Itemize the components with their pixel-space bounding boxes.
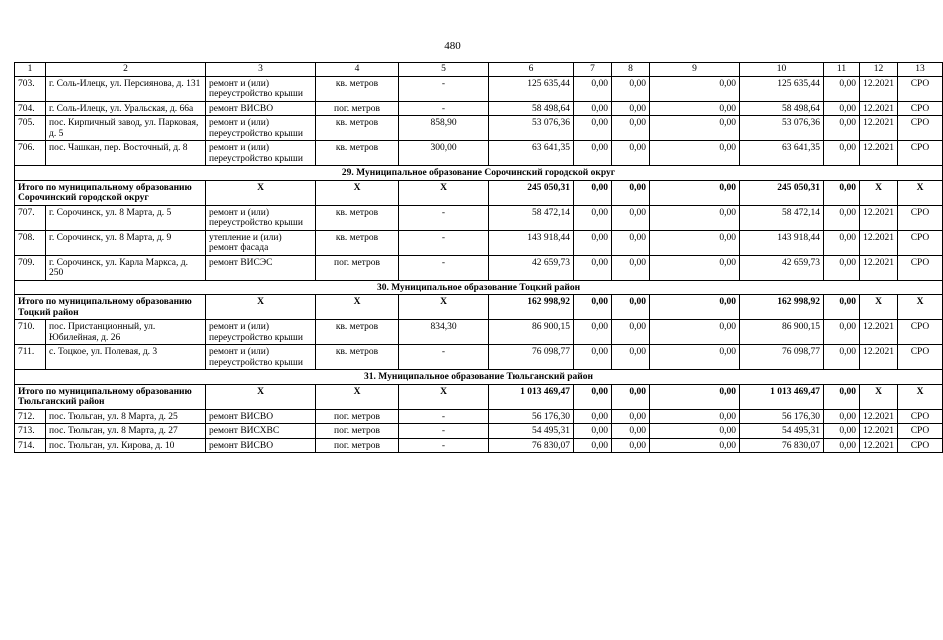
total-cost-cell: 245 050,31	[489, 180, 574, 205]
other-funds-cell: 0,00	[824, 409, 860, 424]
row-number-cell: 714.	[15, 438, 46, 453]
other-funds-cell: 0,00	[824, 141, 860, 166]
owners-funds-cell: 125 635,44	[740, 76, 824, 101]
method-cell: СРО	[898, 345, 943, 370]
work-type-cell: Х	[206, 295, 316, 320]
area-cell: -	[399, 230, 489, 255]
row-number-cell: 708.	[15, 230, 46, 255]
owners-funds-cell: 54 495,31	[740, 424, 824, 439]
section-header-row	[15, 370, 943, 385]
fund-cell: 0,00	[650, 230, 740, 255]
fund-cell: 0,00	[574, 180, 612, 205]
page-number: 480	[444, 40, 461, 52]
work-type-cell: ремонт и (или) переустройство крыши	[206, 320, 316, 345]
fund-cell: 0,00	[574, 205, 612, 230]
unit-cell: пог. метров	[316, 409, 399, 424]
fund-cell: 0,00	[612, 295, 650, 320]
method-cell: СРО	[898, 230, 943, 255]
column-number-13: 13	[898, 63, 943, 77]
area-cell: 858,90	[399, 116, 489, 141]
fund-cell: 0,00	[612, 384, 650, 409]
method-cell: СРО	[898, 255, 943, 280]
area-cell: -	[399, 101, 489, 116]
column-number-row	[15, 63, 943, 77]
fund-cell: 0,00	[612, 101, 650, 116]
fund-cell: 0,00	[650, 205, 740, 230]
owners-funds-cell: 1 013 469,47	[740, 384, 824, 409]
row-number-cell: 712.	[15, 409, 46, 424]
work-type-cell: Х	[206, 180, 316, 205]
completion-date-cell: 12.2021	[860, 230, 898, 255]
column-number-8: 8	[612, 63, 650, 77]
column-number-4: 4	[316, 63, 399, 77]
completion-date-cell: 12.2021	[860, 345, 898, 370]
work-type-cell: ремонт и (или) переустройство крыши	[206, 345, 316, 370]
section-title: 31. Муниципальное образование Тюльганский район	[15, 370, 943, 385]
owners-funds-cell: 58 472,14	[740, 205, 824, 230]
other-funds-cell: 0,00	[824, 438, 860, 453]
unit-cell: пог. метров	[316, 101, 399, 116]
area-cell: -	[399, 438, 489, 453]
section-title: 30. Муниципальное образование Тоцкий район	[15, 280, 943, 295]
work-type-cell: ремонт и (или) переустройство крыши	[206, 205, 316, 230]
work-type-cell: ремонт ВИСВО	[206, 438, 316, 453]
total-cost-cell: 56 176,30	[489, 409, 574, 424]
column-number-5: 5	[399, 63, 489, 77]
area-cell: -	[399, 255, 489, 280]
table-row	[15, 141, 943, 166]
work-type-cell: Х	[206, 384, 316, 409]
other-funds-cell: 0,00	[824, 295, 860, 320]
unit-cell: кв. метров	[316, 230, 399, 255]
area-cell: Х	[399, 180, 489, 205]
fund-cell: 0,00	[650, 116, 740, 141]
fund-cell: 0,00	[612, 438, 650, 453]
total-cost-cell: 42 659,73	[489, 255, 574, 280]
row-number-cell: 710.	[15, 320, 46, 345]
table-row	[15, 205, 943, 230]
fund-cell: 0,00	[574, 320, 612, 345]
other-funds-cell: 0,00	[824, 320, 860, 345]
other-funds-cell: 0,00	[824, 345, 860, 370]
method-cell: СРО	[898, 409, 943, 424]
address-cell: пос. Чашкан, пер. Восточный, д. 8	[46, 141, 206, 166]
row-number-cell: 709.	[15, 255, 46, 280]
address-cell: пос. Тюльган, ул. 8 Марта, д. 25	[46, 409, 206, 424]
fund-cell: 0,00	[574, 295, 612, 320]
total-cost-cell: 58 472,14	[489, 205, 574, 230]
total-cost-cell: 162 998,92	[489, 295, 574, 320]
address-cell: пос. Пристанционный, ул. Юбилейная, д. 26	[46, 320, 206, 345]
method-cell: СРО	[898, 205, 943, 230]
fund-cell: 0,00	[650, 76, 740, 101]
completion-date-cell: 12.2021	[860, 116, 898, 141]
unit-cell: кв. метров	[316, 76, 399, 101]
method-cell: СРО	[898, 438, 943, 453]
fund-cell: 0,00	[612, 141, 650, 166]
unit-cell: кв. метров	[316, 320, 399, 345]
table-row	[15, 345, 943, 370]
method-cell: Х	[898, 295, 943, 320]
area-cell: -	[399, 76, 489, 101]
work-type-cell: ремонт ВИСВО	[206, 409, 316, 424]
column-number-1: 1	[15, 63, 46, 77]
total-cost-cell: 143 918,44	[489, 230, 574, 255]
owners-funds-cell: 86 900,15	[740, 320, 824, 345]
area-cell: -	[399, 345, 489, 370]
row-number-cell: 707.	[15, 205, 46, 230]
fund-cell: 0,00	[574, 141, 612, 166]
section-header-row	[15, 166, 943, 181]
completion-date-cell: Х	[860, 384, 898, 409]
unit-cell: кв. метров	[316, 345, 399, 370]
work-type-cell: ремонт и (или) переустройство крыши	[206, 116, 316, 141]
fund-cell: 0,00	[650, 424, 740, 439]
subtotal-row	[15, 384, 943, 409]
fund-cell: 0,00	[650, 345, 740, 370]
method-cell: СРО	[898, 116, 943, 141]
row-number-cell: 703.	[15, 76, 46, 101]
fund-cell: 0,00	[650, 255, 740, 280]
other-funds-cell: 0,00	[824, 230, 860, 255]
method-cell: СРО	[898, 76, 943, 101]
fund-cell: 0,00	[612, 205, 650, 230]
area-cell: 834,30	[399, 320, 489, 345]
completion-date-cell: Х	[860, 180, 898, 205]
work-type-cell: ремонт ВИСВО	[206, 101, 316, 116]
fund-cell: 0,00	[650, 384, 740, 409]
owners-funds-cell: 53 076,36	[740, 116, 824, 141]
table-row	[15, 230, 943, 255]
total-cost-cell: 53 076,36	[489, 116, 574, 141]
area-cell: Х	[399, 295, 489, 320]
column-number-6: 6	[489, 63, 574, 77]
unit-cell: пог. метров	[316, 424, 399, 439]
other-funds-cell: 0,00	[824, 116, 860, 141]
fund-cell: 0,00	[612, 230, 650, 255]
completion-date-cell: 12.2021	[860, 409, 898, 424]
completion-date-cell: 12.2021	[860, 424, 898, 439]
fund-cell: 0,00	[650, 320, 740, 345]
subtotal-row	[15, 180, 943, 205]
column-number-10: 10	[740, 63, 824, 77]
completion-date-cell: 12.2021	[860, 255, 898, 280]
method-cell: Х	[898, 384, 943, 409]
owners-funds-cell: 63 641,35	[740, 141, 824, 166]
row-number-cell: 706.	[15, 141, 46, 166]
unit-cell: пог. метров	[316, 438, 399, 453]
capital-repair-table	[14, 62, 943, 453]
total-cost-cell: 54 495,31	[489, 424, 574, 439]
owners-funds-cell: 162 998,92	[740, 295, 824, 320]
fund-cell: 0,00	[612, 409, 650, 424]
total-cost-cell: 63 641,35	[489, 141, 574, 166]
table-row	[15, 438, 943, 453]
fund-cell: 0,00	[612, 116, 650, 141]
fund-cell: 0,00	[650, 180, 740, 205]
address-cell: г. Соль-Илецк, ул. Уральская, д. 66а	[46, 101, 206, 116]
completion-date-cell: Х	[860, 295, 898, 320]
total-cost-cell: 86 900,15	[489, 320, 574, 345]
row-number-cell: 705.	[15, 116, 46, 141]
address-cell: пос. Тюльган, ул. 8 Марта, д. 27	[46, 424, 206, 439]
subtotal-label: Итого по муниципальному образованию Тоцкий район	[15, 295, 206, 320]
other-funds-cell: 0,00	[824, 76, 860, 101]
fund-cell: 0,00	[612, 180, 650, 205]
owners-funds-cell: 76 098,77	[740, 345, 824, 370]
completion-date-cell: 12.2021	[860, 438, 898, 453]
other-funds-cell: 0,00	[824, 101, 860, 116]
address-cell: пос. Тюльган, ул. Кирова, д. 10	[46, 438, 206, 453]
column-number-2: 2	[46, 63, 206, 77]
subtotal-label: Итого по муниципальному образованию Тюльганский район	[15, 384, 206, 409]
table-row	[15, 320, 943, 345]
fund-cell: 0,00	[612, 255, 650, 280]
address-cell: г. Сорочинск, ул. Карла Маркса, д. 250	[46, 255, 206, 280]
work-type-cell: ремонт и (или) переустройство крыши	[206, 141, 316, 166]
other-funds-cell: 0,00	[824, 180, 860, 205]
owners-funds-cell: 76 830,07	[740, 438, 824, 453]
area-cell: -	[399, 409, 489, 424]
fund-cell: 0,00	[574, 438, 612, 453]
work-type-cell: утепление и (или) ремонт фасада	[206, 230, 316, 255]
unit-cell: Х	[316, 295, 399, 320]
total-cost-cell: 58 498,64	[489, 101, 574, 116]
fund-cell: 0,00	[650, 409, 740, 424]
address-cell: г. Соль-Илецк, ул. Персиянова, д. 131	[46, 76, 206, 101]
fund-cell: 0,00	[612, 345, 650, 370]
subtotal-row	[15, 295, 943, 320]
owners-funds-cell: 143 918,44	[740, 230, 824, 255]
total-cost-cell: 76 098,77	[489, 345, 574, 370]
fund-cell: 0,00	[574, 409, 612, 424]
address-cell: г. Сорочинск, ул. 8 Марта, д. 5	[46, 205, 206, 230]
unit-cell: Х	[316, 180, 399, 205]
fund-cell: 0,00	[574, 101, 612, 116]
fund-cell: 0,00	[612, 424, 650, 439]
work-type-cell: ремонт и (или) переустройство крыши	[206, 76, 316, 101]
fund-cell: 0,00	[574, 230, 612, 255]
fund-cell: 0,00	[650, 438, 740, 453]
section-title: 29. Муниципальное образование Сорочинский городской округ	[15, 166, 943, 181]
fund-cell: 0,00	[574, 424, 612, 439]
area-cell: -	[399, 424, 489, 439]
address-cell: с. Тоцкое, ул. Полевая, д. 3	[46, 345, 206, 370]
fund-cell: 0,00	[574, 384, 612, 409]
work-type-cell: ремонт ВИСЭС	[206, 255, 316, 280]
fund-cell: 0,00	[574, 345, 612, 370]
column-number-11: 11	[824, 63, 860, 77]
other-funds-cell: 0,00	[824, 424, 860, 439]
other-funds-cell: 0,00	[824, 384, 860, 409]
unit-cell: пог. метров	[316, 255, 399, 280]
other-funds-cell: 0,00	[824, 205, 860, 230]
row-number-cell: 713.	[15, 424, 46, 439]
table-row	[15, 424, 943, 439]
total-cost-cell: 125 635,44	[489, 76, 574, 101]
completion-date-cell: 12.2021	[860, 141, 898, 166]
column-number-12: 12	[860, 63, 898, 77]
owners-funds-cell: 245 050,31	[740, 180, 824, 205]
other-funds-cell: 0,00	[824, 255, 860, 280]
table-row	[15, 116, 943, 141]
method-cell: СРО	[898, 424, 943, 439]
owners-funds-cell: 58 498,64	[740, 101, 824, 116]
fund-cell: 0,00	[612, 320, 650, 345]
table-row	[15, 76, 943, 101]
fund-cell: 0,00	[574, 255, 612, 280]
unit-cell: кв. метров	[316, 205, 399, 230]
fund-cell: 0,00	[650, 101, 740, 116]
fund-cell: 0,00	[650, 141, 740, 166]
area-cell: -	[399, 205, 489, 230]
method-cell: СРО	[898, 141, 943, 166]
address-cell: г. Сорочинск, ул. 8 Марта, д. 9	[46, 230, 206, 255]
area-cell: 300,00	[399, 141, 489, 166]
section-header-row	[15, 280, 943, 295]
fund-cell: 0,00	[650, 295, 740, 320]
work-type-cell: ремонт ВИСХВС	[206, 424, 316, 439]
column-number-7: 7	[574, 63, 612, 77]
column-number-3: 3	[206, 63, 316, 77]
unit-cell: кв. метров	[316, 116, 399, 141]
fund-cell: 0,00	[612, 76, 650, 101]
subtotal-label: Итого по муниципальному образованию Сорочинский городской округ	[15, 180, 206, 205]
row-number-cell: 704.	[15, 101, 46, 116]
owners-funds-cell: 42 659,73	[740, 255, 824, 280]
address-cell: пос. Кирпичный завод, ул. Парковая, д. 5	[46, 116, 206, 141]
completion-date-cell: 12.2021	[860, 320, 898, 345]
total-cost-cell: 76 830,07	[489, 438, 574, 453]
completion-date-cell: 12.2021	[860, 76, 898, 101]
owners-funds-cell: 56 176,30	[740, 409, 824, 424]
row-number-cell: 711.	[15, 345, 46, 370]
method-cell: СРО	[898, 101, 943, 116]
unit-cell: Х	[316, 384, 399, 409]
table-row	[15, 101, 943, 116]
completion-date-cell: 12.2021	[860, 101, 898, 116]
column-number-9: 9	[650, 63, 740, 77]
area-cell: Х	[399, 384, 489, 409]
method-cell: Х	[898, 180, 943, 205]
fund-cell: 0,00	[574, 116, 612, 141]
table-row	[15, 255, 943, 280]
unit-cell: кв. метров	[316, 141, 399, 166]
fund-cell: 0,00	[574, 76, 612, 101]
method-cell: СРО	[898, 320, 943, 345]
table-row	[15, 409, 943, 424]
completion-date-cell: 12.2021	[860, 205, 898, 230]
total-cost-cell: 1 013 469,47	[489, 384, 574, 409]
